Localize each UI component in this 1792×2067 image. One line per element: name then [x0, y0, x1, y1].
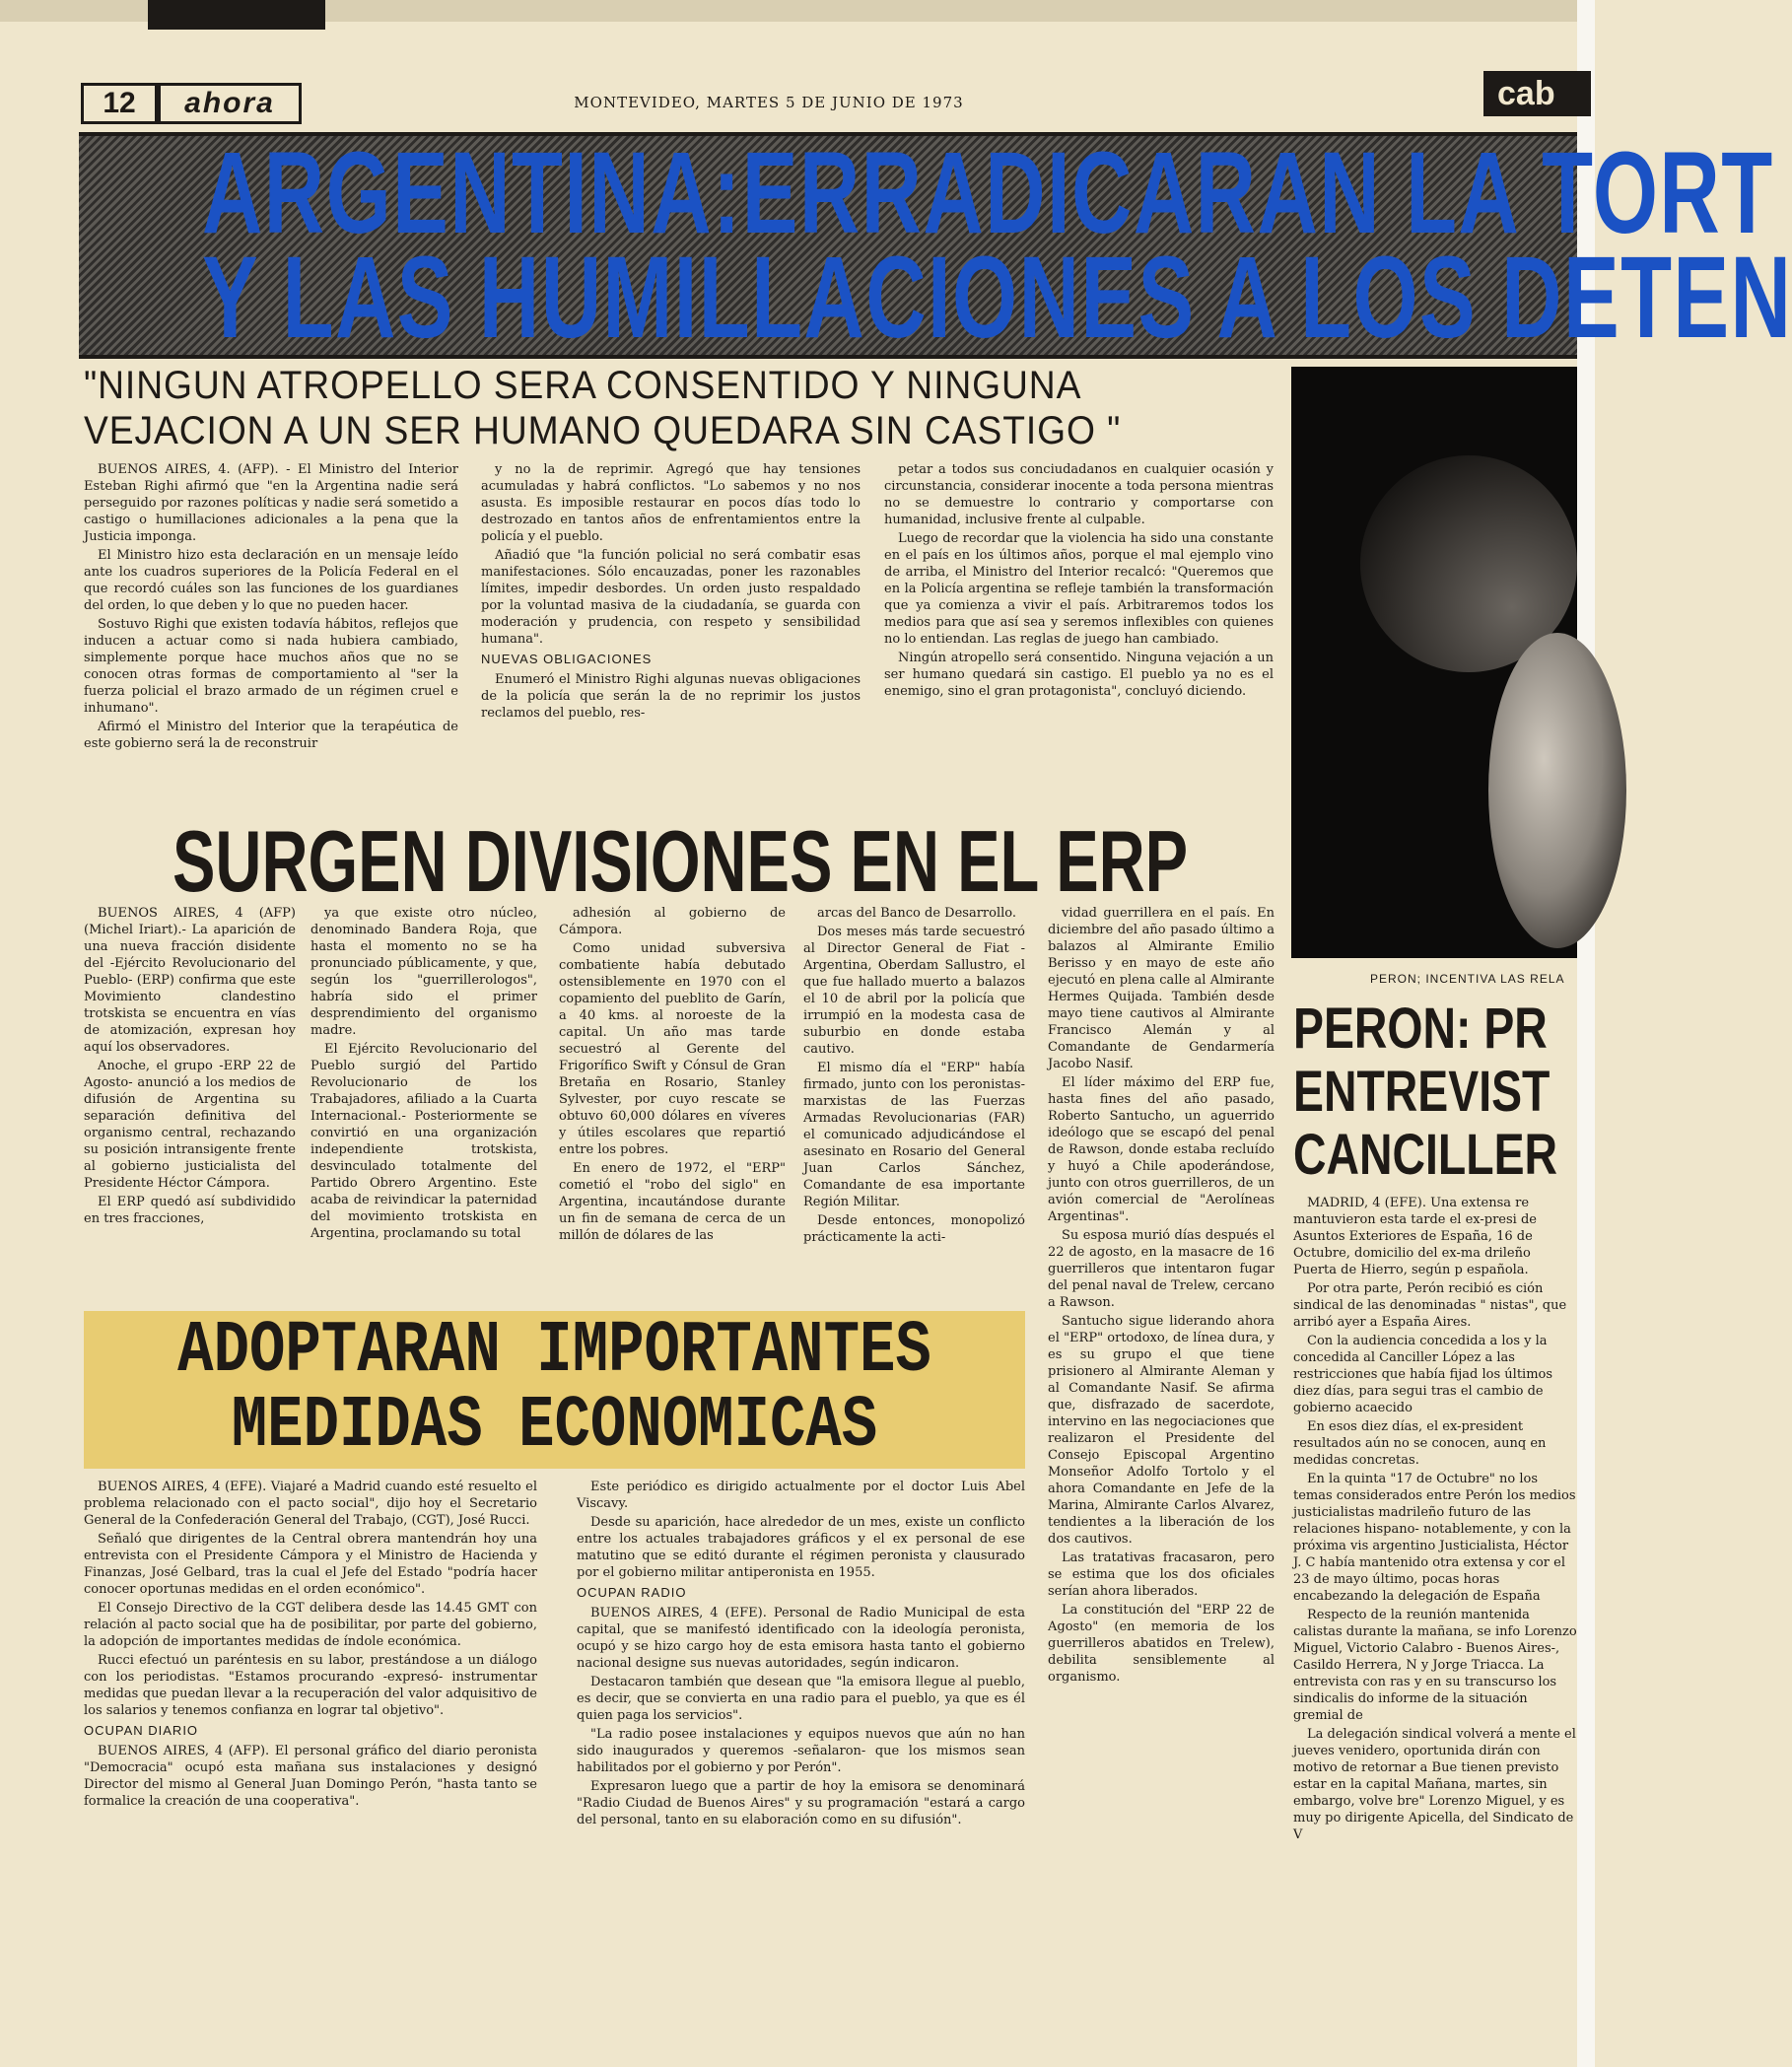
paragraph: Santucho sigue liderando ahora el "ERP" ortodoxo, de línea dura, y es su grupo el que tiene prisionero al Almirante Aleman y al Comandante Nasif. Se afirma que, disfrazado de sacerdote, intervino en las negociaciones que realizaron el Presidente del Consejo Episcopal Argentino Monseñor Adolfo Tortolo y el ahora Comandante en Jefe de la Marina, Almirante Carlos Alvarez, tendientes a la liberación de los dos cautivos.	[1048, 1314, 1275, 1547]
paragraph: Expresaron luego que a partir de hoy la emisora se denominará "Radio Ciudad de Buenos Aires" y su programación "estará a cargo del personal, tanto en su elaboración como en su difusión".	[577, 1779, 1025, 1827]
article2-column-5	[1048, 905, 1275, 1964]
headline-adoptaran-line-2: MEDIDAS ECONOMICAS	[231, 1385, 878, 1468]
headline-peron	[1293, 998, 1579, 1187]
paragraph: La delegación sindical volverá a mente el jueves venidero, oportunida dirán con motivo de retornar a Bue tienen previsto estar en la capital Mañana, martes, sin embargo, volve bre" Lorenzo Miguel, y es muy po dirigente Apicella, del Sindicato de V	[1293, 1727, 1576, 1842]
headline-adoptaran-line-1: ADOPTARAN IMPORTANTES	[177, 1310, 931, 1393]
paragraph: El Ministro hizo esta declaración en un mensaje leído ante los cuadros superiores de la Policía Federal en el que recordó cuáles son las funciones de los guardianes del orden, lo que deben y lo que no pueden hacer.	[84, 548, 458, 613]
scanned-tab-mark	[148, 0, 325, 30]
paragraph: BUENOS AIRES, 4 (EFE). Personal de Radio Municipal de esta capital, que se manifestó identificado con la ideología peronista, ocupó y se hizo cargo hoy de esta emisora hasta tanto el gobierno nacional designe sus nuevas autoridades, según indicaron.	[577, 1606, 1025, 1671]
paragraph: petar a todos sus conciudadanos en cualquier ocasión y circunstancia, considerar inocente a toda persona mientras no se demuestre lo contrario y comportarse con humanidad, inclusive frente al culpable.	[884, 462, 1274, 527]
paragraph: BUENOS AIRES, 4 (AFP) (Michel Iriart).- La aparición de una nueva fracción disidente del -Ejército Revolucionario del Pueblo- (ERP) confirma que este Movimiento clandestino trotskista se encuentra en vías de atomización, expresan hoy aquí los observadores.	[84, 906, 296, 1055]
headline-peron-line-2: ENTREVIST	[1293, 1060, 1551, 1124]
paragraph: Afirmó el Ministro del Interior que la terapéutica de este gobierno será la de reconstruir	[84, 720, 458, 751]
page-number: 12	[81, 83, 158, 124]
article3-column-1	[84, 1479, 537, 1981]
subhead-ocupan-radio: OCUPAN RADIO	[577, 1585, 687, 1600]
paragraph: En esos diez días, el ex-president resultados aún no se conocen, aunq en medidas concretas.	[1293, 1419, 1547, 1468]
article1-column-3	[884, 461, 1274, 794]
paragraph: Señaló que dirigentes de la Central obrera mantendrán hoy una entrevista con el Presidente Cámpora y el Ministro de Hacienda y Finanzas, José Gelbard, tras la cual el Jefe del Estado "podría hacer conocer oportunas medidas en el orden económico".	[84, 1532, 537, 1597]
paragraph: Rucci efectuó un paréntesis en su labor, prestándose a un diálogo con los periodistas. "Estamos procurando -expresó- instrumentar medidas que puedan llevar a la recuperación del valor adquisitivo de los salarios y tenemos confianza en lograr tal objetivo".	[84, 1653, 537, 1718]
quote-line-2: VEJACION A UN SER HUMANO QUEDARA SIN CASTIGO "	[84, 409, 1122, 452]
banner-line-2: Y LAS HUMILLACIONES A LOS DETEN	[202, 233, 1792, 363]
photo-caption: PERON; INCENTIVA LAS RELA	[1370, 972, 1565, 986]
paragraph: Dos meses más tarde secuestró al Director General de Fiat - Argentina, Oberdam Sallustro, el que fue hallado muerto a balazos el 10 de abril por la policía que irrumpió en la modesta casa de suburbio en donde estaba cautivo.	[803, 925, 1025, 1057]
paragraph: En la quinta "17 de Octubre" no los temas considerados entre Perón los medios justicialistas madrileño futuro de las relaciones hispano- notablemente, y con la próxima vis argentino Justicialista, Héctor J. C había mantenido otra extensa y cor el 23 de mayo último, pocas horas encabezando la delegación de España	[1293, 1472, 1576, 1604]
paragraph: ya que existe otro núcleo, denominado Bandera Roja, que hasta el momento no se ha pronunciado públicamente, y que, según los "guerrillerologos", habría sido el primer desprendimiento del organismo madre.	[310, 906, 537, 1038]
paragraph: Su esposa murió días después el 22 de agosto, en la masacre de 16 guerrilleros que intentaron fugar del penal naval de Trelew, cercano a Rawson.	[1048, 1228, 1275, 1310]
paragraph: BUENOS AIRES, 4 (EFE). Viajaré a Madrid cuando esté resuelto el problema relacionado con el pacto social", dijo hoy el Secretario General de la Confederación General del Trabajo, (CGT), José Rucci.	[84, 1480, 537, 1528]
paragraph: arcas del Banco de Desarrollo.	[817, 906, 1017, 921]
headline-adoptaran-box	[84, 1311, 1025, 1469]
paragraph: MADRID, 4 (EFE). Una extensa re mantuvieron esta tarde el ex-presi de Asuntos Exteriores de España, 16 de Octubre, domicilio del ex-ma drileño Puerta de Hierro, según p española.	[1293, 1196, 1537, 1277]
paragraph: Añadió que "la función policial no será combatir esas manifestaciones. Sólo encauzadas, poner les razonables límites, impedir desbordes. Un orden justo respaldado por la voluntad masiva de la ciudadanía, se guarda con moderación y prudencia, con respeto y sensibilidad humana".	[481, 548, 861, 647]
section-tab: cab	[1483, 71, 1591, 116]
article1-column-2	[481, 461, 861, 794]
headline-peron-line-1: PERON: PR	[1293, 997, 1548, 1061]
paragraph: Como unidad subversiva combatiente había debutado ostensiblemente en 1970 con el copamiento del pueblito de Garín, a 40 kms. al noroeste de la capital. Un año mas tarde secuestró al Gerente del Frigorífico Swift y Cónsul de Gran Bretaña en Rosario, Stanley Sylvester, por cuyo rescate se obtuvo 60,000 dólares en víveres y útiles escolares que repartió entre los pobres.	[559, 941, 786, 1157]
paragraph: y no la de reprimir. Agregó que hay tensiones acumuladas y habrá conflictos. "Lo sabemos y no nos asusta. Es imposible restaurar en pocos días todo lo destrozado en tantos años de enfrentamientos entre la policía y el pueblo.	[481, 462, 861, 544]
subhead-nuevas-obligaciones: NUEVAS OBLIGACIONES	[481, 652, 653, 666]
paragraph: Enumeró el Ministro Righi algunas nuevas obligaciones de la policía que serán la de no reprimir los justos reclamos del pueblo, res-	[481, 672, 861, 721]
paragraph: El líder máximo del ERP fue, hasta fines del año pasado, Roberto Santucho, un aguerrido ideólogo que se escapó del penal de Rawson, donde estaba recluído y huyó a Chile apoderándose, junto con otros guerrilleros, de un avión comercial de "Aerolíneas Argentinas".	[1048, 1075, 1275, 1224]
dateline: MONTEVIDEO, MARTES 5 DE JUNIO DE 1973	[574, 94, 964, 111]
paragraph: El Ejército Revolucionario del Pueblo surgió del Partido Revolucionario de los Trabajadores, afiliado a la Cuarta Internacional.- Posteriormente se convirtió en una organización independiente trotskista, desvinculado totalmente del Partido Obrero Argentino. Este acaba de reivindicar la paternidad del movimiento trotskista en Argentina, proclamando su total	[310, 1042, 537, 1241]
paragraph: Desde su aparición, hace alrededor de un mes, existe un conflicto entre los actuales trabajadores gráficos y el ex personal de ese matutino que se editó durante el régimen peronista y clausurado por el gobierno militar antiperonista en 1955.	[577, 1515, 1025, 1580]
paragraph: "La radio posee instalaciones y equipos nuevos que aún no han sido inaugurados y queremos -señalaron- que los mismos sean habilitados por el gobierno y por Perón".	[577, 1727, 1025, 1775]
paragraph: La constitución del "ERP 22 de Agosto" (en memoria de los guerrilleros abatidos en Trelew), debilita sensiblemente al organismo.	[1048, 1603, 1275, 1685]
paragraph: vidad guerrillera en el país. En diciembre del año pasado último a balazos al Almirante Emilio Berisso y en mayo de este año ejecutó en plena calle al Almirante Hermes Quijada. También desde mayo tiene cautivos al Almirante Francisco Alemán y al Comandante de Gendarmería Jacobo Nasif.	[1048, 906, 1275, 1071]
paragraph: En enero de 1972, el "ERP" cometió el "robo del siglo" en Argentina, incautándose durante un fin de semana de cerca de un millón de dólares de las	[559, 1161, 786, 1243]
paragraph: Desde entonces, monopolizó prácticamente la acti-	[803, 1213, 1025, 1245]
paragraph: Sostuvo Righi que existen todavía hábitos, reflejos que inducen a actuar como si nada hubiera cambiado, simplemente porque hace muchos años que no se conocen otras formas de comportamiento al "ser la fuerza policial el brazo armado de un régimen cruel e inhumano".	[84, 617, 458, 716]
banner-line-1: ARGENTINA:ERRADICARAN LA TORT	[202, 128, 1774, 258]
paragraph: Las tratativas fracasaron, pero se estima que los dos oficiales serían ahora liberados.	[1048, 1550, 1275, 1599]
article2-column-2	[310, 905, 537, 1304]
paragraph: El ERP quedó así subdividido en tres fracciones,	[84, 1195, 296, 1226]
photo-face	[1488, 633, 1626, 948]
paragraph: Ningún atropello será consentido. Ninguna vejación a un ser humano quedará sin castigo. El pueblo ya no es el enemigo, sino el gran protagonista", concluyó diciendo.	[884, 651, 1274, 699]
banner-headline	[79, 128, 1792, 363]
subhead-ocupan-diario: OCUPAN DIARIO	[84, 1723, 199, 1738]
paragraph: BUENOS AIRES, 4. (AFP). - El Ministro del Interior Esteban Righi afirmó que "en la Argentina nadie será perseguido por razones políticas y nadie será sometido a castigo o humillaciones adicionales a la pena que la Justicia imponga.	[84, 462, 458, 544]
sidebar-article-text	[1293, 1195, 1577, 1983]
paragraph: BUENOS AIRES, 4 (AFP). El personal gráfico del diario peronista "Democracia" ocupó esta mañana sus instalaciones y designó Director del mismo al General Juan Domingo Perón, "hasta tanto se formalice la creación de una cooperativa".	[84, 1744, 537, 1809]
peron-photo	[1291, 367, 1577, 958]
headline-surgen-divisiones: SURGEN DIVISIONES EN EL ERP	[172, 812, 1189, 910]
paragraph: El Consejo Directivo de la CGT delibera desde las 14.45 GMT con relación al pacto social que ha de posibilitar, por parte del gobierno, la adopción de importantes medidas de índole económica.	[84, 1601, 537, 1649]
paragraph: El mismo día el "ERP" había firmado, junto con los peronistas-marxistas de las Fuerzas Armadas Revolucionarias (FAR) el comunicado adjudicándose el asesinato en Rosario del General Juan Carlos Sánchez, Comandante de esa importante Región Militar.	[803, 1061, 1025, 1209]
article2-column-1	[84, 905, 296, 1304]
paragraph: Este periódico es dirigido actualmente por el doctor Luis Abel Viscavy.	[577, 1480, 1025, 1511]
paragraph: Respecto de la reunión mantenida calistas durante la mañana, se info Lorenzo Miguel, Victorio Calabro - Buenos Aires-, Casildo Herrera, N y Jorge Triacca. La entrevista con ras y en su transcurso los sindicalis do informe de la situación gremial de	[1293, 1608, 1577, 1723]
article1-column-1	[84, 461, 458, 794]
paragraph: Con la audiencia concedida a los y la concedida al Canciller López a las restricciones que había fijad los últimos diez días, para segui tras el cambio de gobierno acaecido	[1293, 1334, 1553, 1415]
paragraph: adhesión al gobierno de Cámpora.	[559, 906, 786, 937]
paragraph: Anoche, el grupo -ERP 22 de Agosto- anunció a los medios de difusión de Argentina su separación definitiva del organismo central, rechazando su posición intransigente frente al gobierno justicialista del Presidente Héctor Cámpora.	[84, 1059, 296, 1191]
paragraph: Destacaron también que desean que "la emisora llegue al pueblo, es decir, que se convierta en una radio para el pueblo, ya que es él quien paga los servicios".	[577, 1675, 1025, 1723]
headline-peron-line-3: CANCILLER	[1293, 1123, 1558, 1187]
quote-line-1: "NINGUN ATROPELLO SERA CONSENTIDO Y NINGUNA	[84, 364, 1082, 407]
article2-column-4	[803, 905, 1025, 1304]
newspaper-logo: ahora	[158, 83, 302, 124]
article2-column-3	[559, 905, 786, 1304]
paragraph: Por otra parte, Perón recibió es ción sindical de las denominadas " nistas", que arribó ayer a España Aires.	[1293, 1281, 1567, 1330]
article3-column-2	[577, 1479, 1025, 1981]
paragraph: Luego de recordar que la violencia ha sido una constante en el país en los últimos años, porque el mal ejemplo vino de arriba, el Ministro del Interior recalcó: "Queremos que en la Policía argentina se refleje también la transformación que ya comienza a vivir el país. Arbitraremos todos los medios para que así sea y seremos inflexibles con quienes no lo entiendan. Las reglas de juego han cambiado.	[884, 531, 1274, 647]
